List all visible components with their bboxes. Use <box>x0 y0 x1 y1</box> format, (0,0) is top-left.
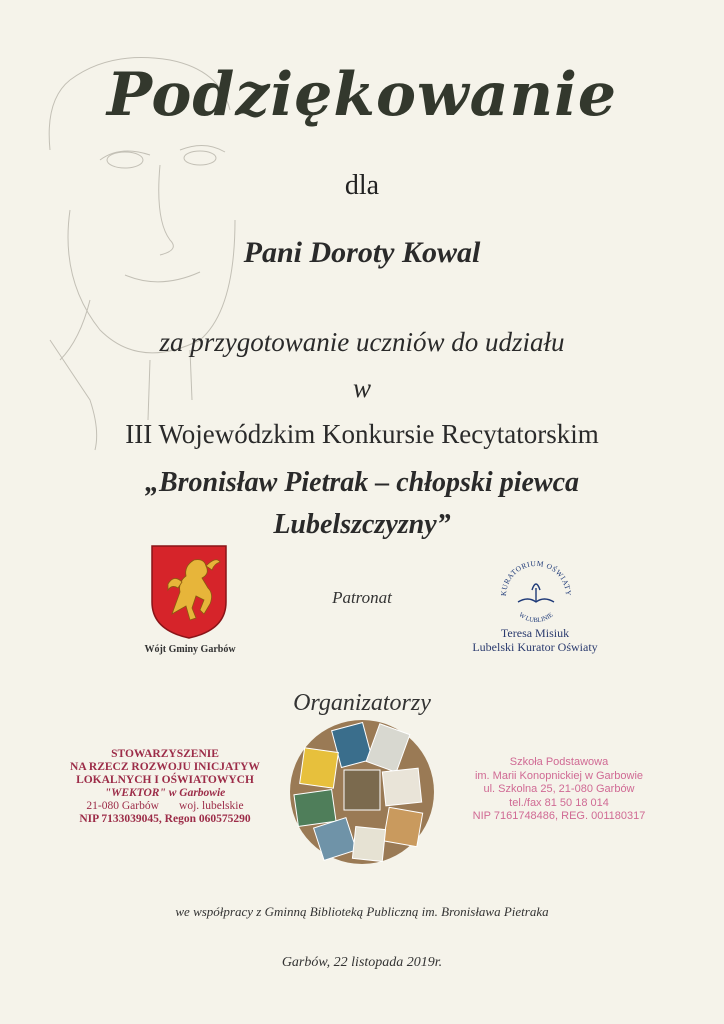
patronat-label: Patronat <box>332 588 392 607</box>
svg-text:W LUBLINIE <box>517 611 554 624</box>
contest-name-line1: „Bronisław Pietrak – chłopski piewca <box>144 467 580 498</box>
school-stamp-line4: tel./fax 81 50 18 014 <box>509 796 609 809</box>
organizers-label: Organizatorzy <box>293 690 431 716</box>
kuratorium-logo-text-bottom: W LUBLINIE <box>517 611 555 625</box>
recipient-name: Pani Doroty Kowal <box>243 236 481 269</box>
school-stamp-line3: ul. Szkolna 25, 21-080 Garbów <box>483 783 635 795</box>
kurator-signature <box>460 626 610 654</box>
document-title: Podziękowanie <box>106 60 618 130</box>
contest-name <box>0 462 724 546</box>
kuratorium-logo-text-top: KURATORIUM OŚWIATY <box>498 558 574 597</box>
school-stamp <box>450 756 668 824</box>
cooperation-text: we współpracy z Gminną Biblioteką Publiczną im. Bronisława Pietraka <box>175 904 549 919</box>
wektor-stamp <box>55 748 275 826</box>
kuratorium-logo-icon <box>498 556 574 626</box>
mayor-caption: Wójt Gminy Garbów <box>144 644 236 655</box>
dla-text: dla <box>344 170 380 201</box>
school-stamp-line2: im. Marii Konopnickiej w Garbowie <box>474 769 644 782</box>
contest-text: III Wojewódzkim Konkursie Recytatorskim <box>125 419 599 449</box>
date-text: Garbów, 22 listopada 2019r. <box>281 955 443 970</box>
school-stamp-line5: NIP 7161748486, REG. 001180317 <box>472 810 646 822</box>
wektor-stamp-line2: NA RZECZ ROZWOJU INICJATYW <box>70 761 260 773</box>
kurator-title: Lubelski Kurator Oświaty <box>472 640 598 654</box>
wektor-stamp-line5: 21-080 Garbów woj. lubelskie <box>86 800 244 812</box>
contest-name-line2: Lubelszczyzny” <box>273 509 451 540</box>
wektor-stamp-line1: STOWARZYSZENIE <box>111 748 219 760</box>
reason-text: za przygotowanie uczniów do udziału <box>159 327 565 357</box>
wektor-stamp-line3: LOKALNYCH I OŚWIATOWYCH <box>76 774 254 786</box>
wektor-stamp-line4: "WEKTOR" w Garbowie <box>104 787 226 799</box>
kurator-name: Teresa Misiuk <box>500 626 570 640</box>
books-collage-image <box>288 718 436 866</box>
wektor-stamp-line6: NIP 7133039045, Regon 060575290 <box>79 813 251 825</box>
w-text: w <box>352 373 371 403</box>
school-stamp-line1: Szkoła Podstawowa <box>509 756 609 768</box>
